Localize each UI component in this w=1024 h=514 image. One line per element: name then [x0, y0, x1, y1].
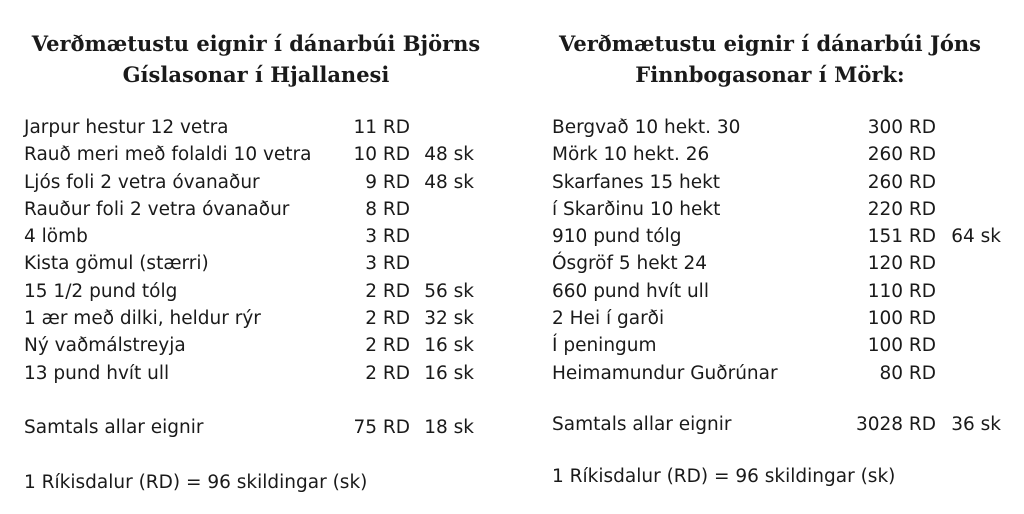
total-sk: 18 sk [424, 417, 474, 438]
total-label: Samtals allar eignir [552, 414, 732, 435]
asset-rd: 151 RD [867, 226, 936, 248]
asset-item: 13 pund hvít ull [24, 362, 170, 384]
left-title-line2: Gíslasonar í Hjallanesi [122, 62, 390, 87]
left-title [8, 28, 504, 90]
asset-item: Ný vaðmálstreyja [24, 335, 186, 357]
asset-sk: 64 sk [951, 226, 1001, 248]
asset-item: 660 pund hvít ull [552, 280, 709, 302]
asset-item: Mörk 10 hekt. 26 [552, 144, 710, 166]
right-currency-note: 1 Ríkisdalur (RD) = 96 skildingar (sk) [552, 466, 896, 487]
asset-rd: 3 RD [365, 253, 410, 275]
left-title-line1: Verðmætustu eignir í dánarbúi Björns [31, 31, 481, 56]
asset-rd: 2 RD [365, 280, 410, 302]
asset-rd: 220 RD [867, 198, 936, 220]
asset-rd: 8 RD [365, 198, 410, 220]
asset-rd: 100 RD [867, 335, 936, 357]
asset-item: 15 1/2 pund tólg [24, 280, 178, 302]
asset-item: 2 Hei í garði [552, 308, 665, 330]
asset-rd: 120 RD [867, 253, 936, 275]
asset-rd: 100 RD [867, 308, 936, 330]
asset-rd: 110 RD [867, 280, 936, 302]
asset-item: Skarfanes 15 hekt [552, 171, 721, 193]
asset-item: Rauð meri með folaldi 10 vetra [24, 144, 312, 166]
asset-item: Í peningum [552, 335, 657, 357]
asset-rd: 80 RD [879, 362, 936, 384]
asset-item: 4 lömb [24, 226, 88, 248]
asset-sk: 48 sk [424, 171, 474, 193]
asset-sk: 48 sk [424, 144, 474, 166]
asset-item: Jarpur hestur 12 vetra [24, 117, 229, 138]
asset-rd: 9 RD [365, 171, 410, 193]
asset-item: Rauður foli 2 vetra óvanaður [24, 198, 290, 220]
asset-rd: 260 RD [867, 171, 936, 193]
asset-item: Ósgröf 5 hekt 24 [552, 253, 708, 275]
asset-rd: 11 RD [353, 117, 410, 138]
asset-item: Bergvað 10 hekt. 30 [552, 117, 741, 138]
right-title-line1: Verðmætustu eignir í dánarbúi Jóns [559, 31, 981, 56]
asset-rd: 2 RD [365, 362, 410, 384]
total-sk: 36 sk [951, 414, 1001, 435]
right-panel [512, 0, 1024, 514]
asset-rd: 2 RD [365, 335, 410, 357]
asset-item: 910 pund tólg [552, 226, 682, 248]
asset-sk: 16 sk [424, 362, 474, 384]
asset-sk: 32 sk [424, 308, 474, 330]
asset-sk: 56 sk [424, 280, 474, 302]
asset-rd: 300 RD [867, 117, 936, 138]
asset-rd: 3 RD [365, 226, 410, 248]
asset-item: Kista gömul (stærri) [24, 253, 209, 275]
asset-rd: 2 RD [365, 308, 410, 330]
asset-item: í Skarðinu 10 hekt [552, 198, 721, 220]
right-title [522, 28, 1018, 90]
right-title-line2: Finnbogasonar í Mörk: [635, 62, 905, 87]
asset-sk: 16 sk [424, 335, 474, 357]
asset-rd: 10 RD [353, 144, 410, 166]
total-label: Samtals allar eignir [24, 417, 204, 438]
asset-rd: 260 RD [867, 144, 936, 166]
left-currency-note: 1 Ríkisdalur (RD) = 96 skildingar (sk) [24, 472, 368, 493]
total-rd: 75 RD [353, 417, 410, 438]
total-rd: 3028 RD [855, 414, 936, 435]
asset-item: 1 ær með dilki, heldur rýr [24, 308, 261, 330]
asset-item: Ljós foli 2 vetra óvanaður [24, 171, 260, 193]
asset-item: Heimamundur Guðrúnar [552, 362, 778, 384]
